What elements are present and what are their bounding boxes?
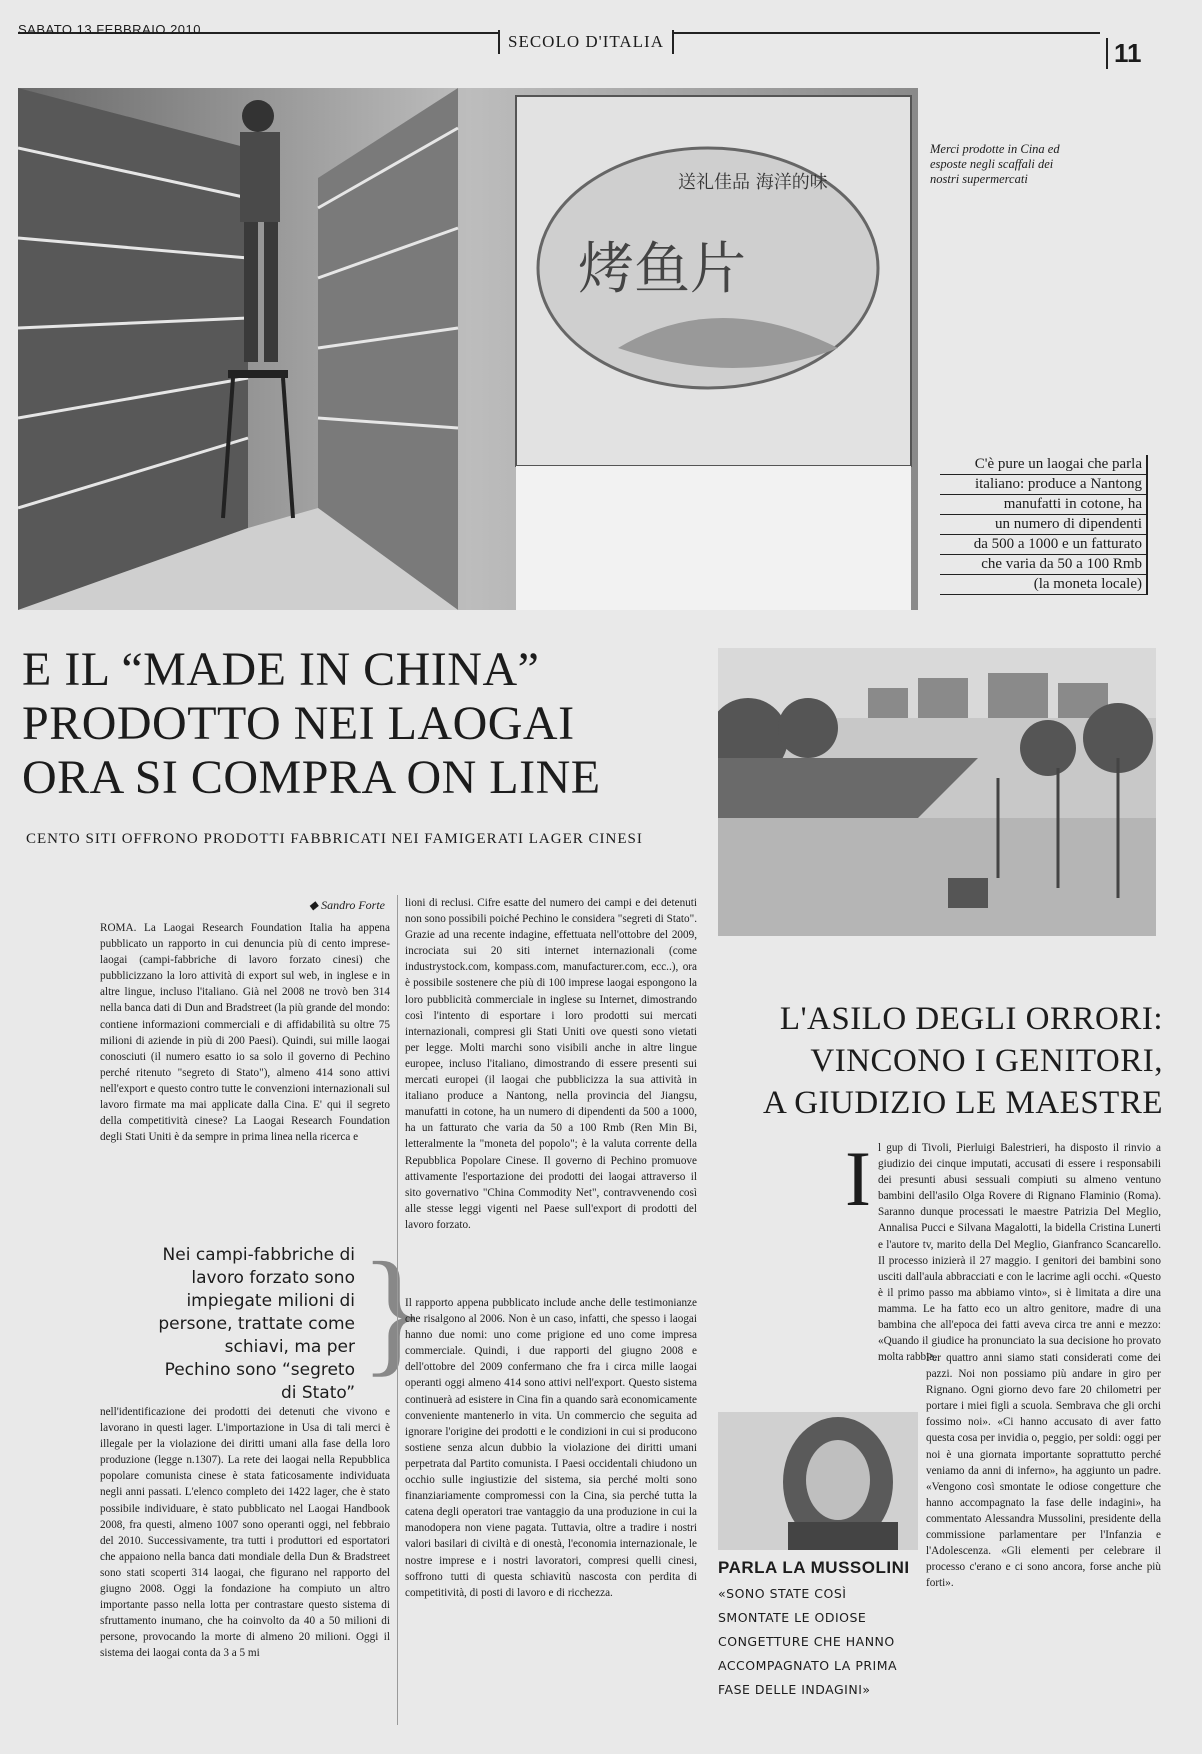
byline: ◆ Sandro Forte <box>308 898 385 912</box>
article-column-2b: Il rapporto appena pubblicato include anche delle testimonianze che risalgono al 2006. Non è un caso, infatti, che spesso i laogai hanno due nomi: uno come prigione ed uno come impresa commerciale. Quindi, i due rapporti del giugno 2008 e dell'ottobre del 2009 confermano che fra i circa mille laogai operanti oggi almeno 414 sono attivi nell'export. Questo sistema continuerà ad esistere in Cina fin a quando sarà economicamente conveniente mantenerlo in vita. Un commercio che seguita ad ignorare l'origine dei prodotti e le condizioni in cui si producono sostiene senza alcun dubbio la violazione dei diritti umani perpetrata dal Partito comunista. I Paesi occidentali chiudono un occhio sulle ingiustizie del sistema, sia perché molti sono finanziariamente compromessi con la Cina, sia perché tutta la catena degli operatori trae vantaggio da una produzione in cui la manodopera non viene pagata. Tuttavia, oltre a tradire i nostri valori basilari di civiltà e di onestà, l'economia internazionale, le nostre imprese e i nostri lavoratori, compresi quelli cinesi, soffrono tutti di questa schiavitù nascosta con perdita di competitività, di posti di lavoro e di ricchezza. <box>405 1297 697 1599</box>
drop-cap: I <box>845 1135 871 1222</box>
sidebox-line: che varia da 50 a 100 Rmb <box>940 555 1148 575</box>
box-line: «SONO STATE COSÌ <box>718 1586 847 1601</box>
supermarket-photo <box>18 88 918 610</box>
headline-line: E IL “MADE IN CHINA” <box>22 643 540 696</box>
interview-box <box>718 1558 928 1702</box>
package-text: 烤鱼片 <box>578 237 746 302</box>
second-headline <box>718 998 1163 1124</box>
sidebox-line: un numero di dipendenti <box>940 515 1148 535</box>
box-line: FASE DELLE INDAGINI» <box>718 1682 871 1697</box>
top-photo-caption: Merci prodotte in Cina ed esposte negli scaffali dei nostri supermercati <box>930 142 1060 186</box>
article-column-1b: nell'identificazione dei prodotti dei detenuti che vivono e lavorano in questi lager. L'importazione in Usa di tali merci è illegale per la violazione dei diritti umani alla fase della loro produzione (legge n.1307). La rete dei laogai nella Repubblica popolare comunista cinese è stata faticosamente individuata negli anni passati. L'elenco completo dei 1422 lager, che è stato possibile individuare, è stato pubblicato nel Laogai Handbook 2008, fra questi, almeno 1007 sono operanti oggi, nel febbraio del 2010. Successivamente, tra tutti i produttori ed esportatori che appaiono nella banca dati mondiale della Dun & Bradstreet sono stati scoperti 314 laogai, che figurano nel rapporto del giugno 2008. Oggi la fondazione ha compiuto un altro importante passo nella lotta per contrastare questo sistema di sfruttamento inumano, che ha coinvolto da 40 a 50 milioni di persone, provocando la morte di almeno 20 milioni. Oggi il sistema dei laogai conta da 3 a 5 mi <box>100 1406 390 1660</box>
svg-text:送礼佳品 海洋的味: 送礼佳品 海洋的味 <box>678 172 828 193</box>
headline-line: L'ASILO DEGLI ORRORI: <box>779 1001 1163 1037</box>
sidebox-line: manufatti in cotone, ha <box>940 495 1148 515</box>
sidebox <box>940 455 1148 595</box>
mussolini-portrait <box>718 1412 918 1550</box>
box-line: ACCOMPAGNATO LA PRIMA <box>718 1658 898 1673</box>
asilo-photo <box>718 648 1156 936</box>
masthead-date: SABATO 13 FEBBRAIO 2010 <box>18 22 201 37</box>
headline-line: PRODOTTO NEI LAOGAI <box>22 697 575 750</box>
box-title: PARLA LA MUSSOLINI <box>718 1558 910 1577</box>
headline-line: ORA SI COMPRA ON LINE <box>22 751 601 804</box>
main-headline <box>22 643 712 805</box>
second-article-column: l gup di Tivoli, Pierluigi Balestrieri, ha disposto il rinvio a giudizio dei cinque imputati, accusati di essere i responsabili dei presunti abusi sessuali compiuti su almeno ventuno bambini dell'asilo Olga Rovere di Rignano Flaminio (Roma). Saranno dunque processati le maestre Patrizia Del Meglio, Annalisa Pucci e Silvana Magalotti, la bidella Cristina Lunerti e l'autore tv, marito della Del Meglio, Gianfranco Scancarello. Il processo inizierà il 27 maggio. I genitori dei bambini sono usciti dall'aula abbracciati e con le lacrime agli occhi. «Questo è il primo passo ma abbiamo vinto», si è limitata a dire una mamma. Le ha fatto eco un altro genitore, madre di una bambina che all'epoca dei fatti aveva circa tre anni e mezzo: «Quando il giudice ha pronunciato la sua decisione ho provato molta rabbia. <box>878 1142 1161 1364</box>
pull-quote-brace-icon: } <box>360 1234 428 1389</box>
sidebox-line: italiano: produce a Nantong <box>940 475 1148 495</box>
box-line: SMONTATE LE ODIOSE <box>718 1610 867 1625</box>
page-number: 11 <box>1106 38 1148 69</box>
article-column-2: lioni di reclusi. Cifre esatte del numero dei campi e dei detenuti non sono possibili poiché Pechino le considera "segreti di Stato". Grazie ad una recente indagine, effettuata nell'ottobre del 2009, incrociata sui 20 siti internet internazionali (come industrystock.com, kompass.com, manufacturer.com, ecc..), ora è possibile sostenere che più di 100 imprese laogai espongono la loro pubblicità commerciale in inglese su Internet, dimostrando così l'intento di esportare i loro prodotti sui mercati internazionali, compresi gli Stati Uniti ove questi sono vietati per legge. Molti marchi sono visibili anche in altre lingue europee, incluso l'italiano, dimostrando di essere presenti sui mercati europei (il laogai che pubblicizza la sua attività in italiano produce a Nantong, nella provincia del Jiangsu, manufatti in cotone, ha un numero di dipendenti da 500 a 1000, ha un fatturato che varia da 50 a 100 Rmb (Ren Min Bi, letteralmente la "moneta del popolo"; è la valuta corrente della Repubblica Popolare Cinese. Il governo di Pechino promuove attivamente l'esportazione dei prodotti dei laogai attraverso il sito governativo "China Commodity Net", contravvenendo così alle stesse leggi vigenti nel Paese sull'export di prodotti del lavoro forzato. <box>405 897 697 1231</box>
sidebox-line: (la moneta locale) <box>940 575 1148 595</box>
sidebox-line: da 500 a 1000 e un fatturato <box>940 535 1148 555</box>
second-article-column-b: Per quattro anni siamo stati considerati come dei pazzi. Noi non possiamo più andare in giro per Rignano. Ogni giorno devo fare 20 chilometri per portare i miei figli a scuola. Sembrava che gli orchi fossimo noi». «Ci hanno accusato di aver fatto questa cosa per invidia o, peggio, per soldi: oggi per noi è una giornata importante soprattutto perché veniamo da anni di inferno», ha aggiunto un padre. «Vengono così smontate le odiose congetture che hanno accompagnato la fase delle indagini», ha commentato Alessandra Mussolini, presidente della commissione parlamentare per l'Infanzia e l'Adolescenza. «Gli elementi per celebrare il processo c'erano e ci sono ancora, forse anche più forti». <box>926 1352 1161 1590</box>
headline-line: VINCONO I GENITORI, <box>810 1043 1163 1079</box>
article-column-1: ROMA. La Laogai Research Foundation Italia ha appena pubblicato un rapporto in cui denuncia più di cento imprese-laogai (campi-fabbriche di lavoro forzato cinesi) che pubblicizzano la loro attività di export sul web, in inglese e in altre lingue, incluso l'italiano. Già nel 2008 ne trovò ben 314 nella banca dati di Dun and Bradstreet (la più grande del mondo: contiene informazioni commerciali e di affidabilità su oltre 75 milioni di aziende in più di 200 Paesi). Quindi, sui mille laogai conosciuti (il numero esatto io sa solo il governo di Pechino perché ritenuto "segreto di Stato"), almeno 414 sono attivi nell'export e questo contro tutte le convenzioni internazionali sul lavoro firmate ma mai applicate dalla Cina. E' qui il segreto della competitività cinese? La Laogai Research Foundation degli Stati Uniti è da sempre in prima linea nella ricerca e <box>100 922 390 1144</box>
sidebox-line: C'è pure un laogai che parla <box>940 455 1148 475</box>
masthead-paper-name: SECOLO D'ITALIA <box>498 30 674 54</box>
box-line: CONGETTURE CHE HANNO <box>718 1634 895 1649</box>
headline-line: A GIUDIZIO LE MAESTRE <box>762 1085 1163 1121</box>
pull-quote: Nei campi-fabbriche di lavoro forzato sono impiegate milioni di persone, trattate come schiavi, ma per Pechino sono “segreto di Stato” <box>158 1245 355 1403</box>
subhead: CENTO SITI OFFRONO PRODOTTI FABBRICATI NEI FAMIGERATI LAGER CINESI <box>26 831 643 847</box>
column-divider <box>397 895 398 1725</box>
